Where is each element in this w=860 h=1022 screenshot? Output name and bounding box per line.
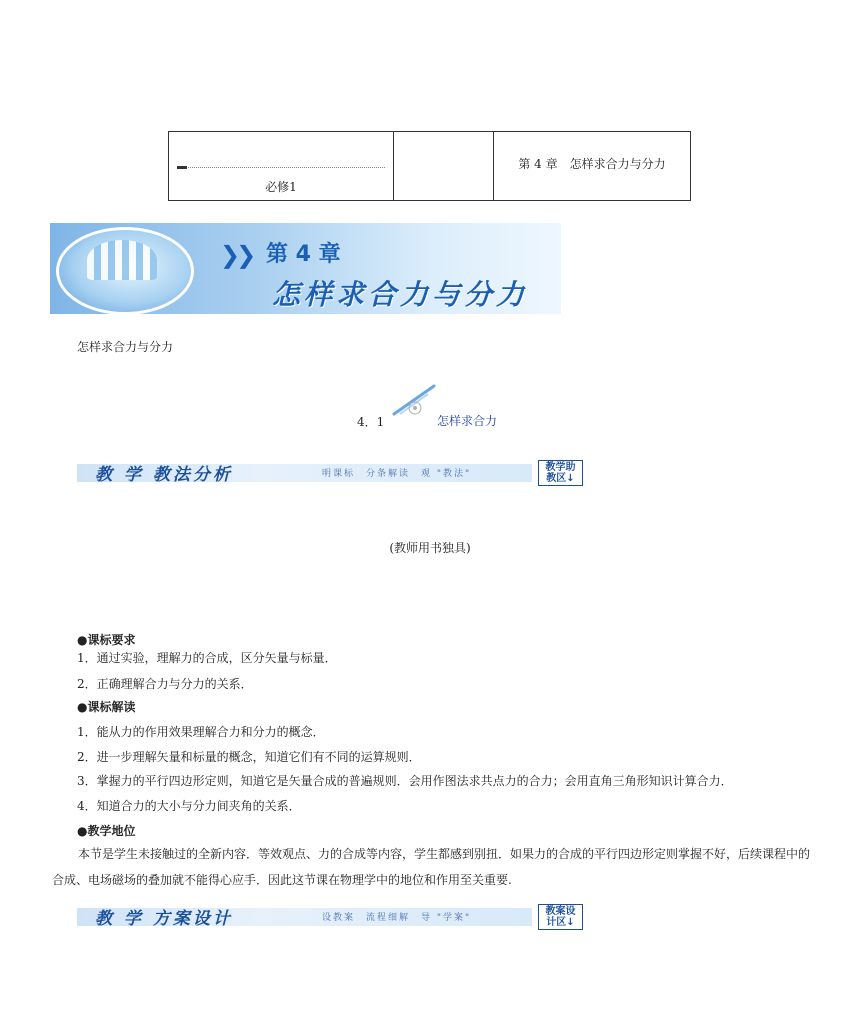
interpretation-item: 3．掌握力的平行四边形定则，知道它是矢量合成的普遍规则．会用作图法求共点力的合力；会用直角三角形知识计算合力． — [77, 774, 733, 788]
standards-item: 1．通过实验，理解力的合成，区分矢量与标量． — [77, 651, 337, 665]
banner-chapter-number: 第 4 章 — [266, 242, 341, 267]
bar-tagline: 设教案 流程细解 导 "学案" — [322, 913, 472, 923]
lesson-design-bar — [77, 904, 585, 930]
interpretation-item: 4．知道合力的大小与分力间夹角的关系． — [77, 799, 301, 813]
interpretation-item: 2．进一步理解矢量和标量的概念，知道它们有不同的运算规则． — [77, 750, 421, 764]
header-cell-chapter — [494, 132, 690, 200]
double-chevron-icon: ❯❯ — [220, 241, 253, 269]
status-heading: ●教学地位 — [77, 824, 136, 838]
interpretation-item: 1．能从力的作用效果理解合力和分力的概念． — [77, 725, 325, 739]
bar-badge — [538, 904, 583, 930]
interpretation-heading: ●课标解读 — [77, 700, 136, 714]
standards-heading: ●课标要求 — [77, 633, 136, 647]
badge-line-1: 教案设 — [545, 906, 576, 917]
bar-tagline: 明课标 分条解读 观 "教法" — [322, 469, 472, 479]
bar-badge — [538, 460, 583, 486]
teacher-note: (教师用书独具) — [389, 541, 471, 555]
bar-label: 教 学 方案设计 — [95, 909, 233, 929]
header-cell-book — [169, 132, 394, 200]
parachute-emblem — [56, 227, 194, 315]
section-number: 4．1 — [357, 415, 385, 429]
bar-label: 教 学 教法分析 — [95, 465, 233, 485]
chapter-subtitle: 怎样求合力与分力 — [77, 340, 174, 354]
parachute-icon — [87, 240, 157, 280]
section-title: 怎样求合力 — [437, 414, 498, 428]
header-table — [168, 131, 691, 201]
banner-title: 怎样求合力与分力 — [272, 278, 529, 311]
status-paragraph: 本节是学生未接触过的全新内容．等效观点、力的合成等内容，学生都感到别扭．如果力的合成的平行四边形定则掌握不好，后续课程中的合成、电场磁场的叠加就不能得心应手．因此这节课在物理学中的地位和作用至关重要. — [52, 847, 811, 887]
comet-icon — [388, 384, 436, 420]
header-divider — [177, 167, 385, 168]
header-cell-empty — [393, 132, 494, 200]
badge-line-2: 计区↓ — [546, 917, 575, 928]
teaching-analysis-bar — [77, 460, 585, 486]
chapter-banner — [50, 223, 561, 314]
chapter-label: 第 4 章 怎样求合力与分力 — [518, 157, 666, 171]
standards-item: 2．正确理解合力与分力的关系． — [77, 677, 253, 691]
book-label: 必修1 — [265, 180, 297, 194]
badge-line-2: 教区↓ — [546, 473, 575, 484]
badge-line-1: 教学助 — [545, 462, 576, 473]
